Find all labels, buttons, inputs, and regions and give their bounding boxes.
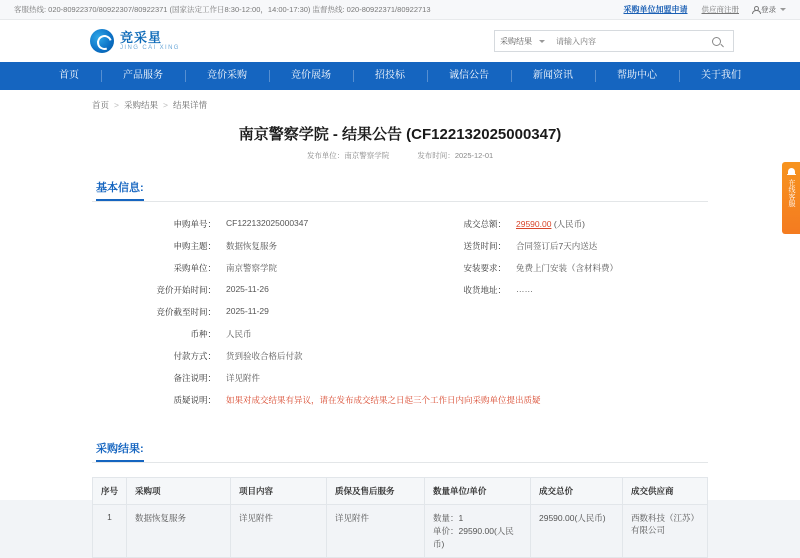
results-section-title	[92, 436, 708, 463]
breadcrumb-item-results[interactable]: 采购结果	[123, 100, 158, 110]
col-service: 质保及售后服务	[327, 478, 425, 505]
online-service-label: 在线客服	[788, 179, 796, 207]
publish-time-label: 发布时间：	[417, 151, 455, 160]
breadcrumb-item-current: 结果详情	[172, 100, 207, 110]
field-label-note: 质疑说明：	[173, 395, 216, 405]
purchaser-join-link[interactable]: 采购单位加盟申请	[623, 5, 688, 14]
publisher-label: 发布单位：	[306, 151, 345, 160]
field-label: 采购单位：	[173, 263, 216, 273]
field-value-total-amount	[516, 218, 704, 230]
breadcrumb-item-home[interactable]: 首页	[92, 100, 110, 110]
detail-card	[92, 117, 708, 414]
publish-time-value: 2025-12-01	[454, 151, 494, 160]
field-label: 币种：	[190, 329, 216, 339]
logo-mark-icon	[90, 29, 114, 53]
cell-index: 1	[93, 505, 127, 558]
nav-item-home[interactable]: 首页	[59, 70, 79, 81]
publisher-meta	[307, 150, 390, 161]
cell-service: 详见附件	[327, 505, 425, 558]
hotline-text: 客服热线: 020-80922370/80922307/80922371 (国家法定工作日8:30-12:00，14:00-17:30) 监督热线: 020-80922371/80922713	[14, 5, 431, 14]
nav-item-credit-notice[interactable]: 诚信公告	[427, 62, 511, 90]
field-value-payment: 货到验收合格后付款	[226, 351, 303, 361]
grid-filler	[406, 328, 516, 340]
breadcrumb-separator: >	[163, 100, 168, 110]
field-value-delivery-time: 合同签订后7天内送达	[516, 241, 598, 251]
col-index: 序号	[93, 478, 127, 505]
grid-filler	[406, 306, 516, 318]
field-value-remark: 详见附件	[226, 373, 261, 383]
cell-unit-price: 单价：29590.00(人民币)	[433, 525, 514, 549]
field-value-note: 如果对成交结果有异议，请在发布成交结果之日起三个工作日内向采购单位提出质疑	[226, 395, 541, 405]
top-utility-bar	[0, 0, 800, 20]
supplier-register-link[interactable]: 供应商注册	[701, 5, 739, 14]
logo-name-en: JING CAI XING	[120, 44, 180, 51]
basic-info-grid	[92, 212, 708, 410]
table-header-row	[93, 478, 708, 505]
cell-supplier: 西数科技（江苏）有限公司	[623, 505, 708, 558]
detail-meta	[92, 150, 708, 175]
total-amount-currency: (人民币)	[553, 219, 585, 229]
breadcrumb	[0, 90, 800, 117]
nav-item-help[interactable]: 帮助中心	[595, 62, 679, 90]
results-section-label: 采购结果:	[96, 443, 144, 462]
publish-time-meta	[417, 150, 493, 161]
basic-info-section-label: 基本信息:	[96, 182, 144, 201]
col-supplier: 成交供应商	[623, 478, 708, 505]
cell-total: 29590.00(人民币)	[531, 505, 623, 558]
field-label: 备注说明：	[173, 373, 216, 383]
col-content: 项目内容	[231, 478, 327, 505]
page-title: 南京警察学院 - 结果公告 (CF122132025000347)	[238, 126, 562, 143]
table-row	[93, 505, 708, 558]
field-value-purchaser: 南京警察学院	[226, 263, 278, 273]
cell-qty: 数量：1	[433, 513, 464, 523]
cell-qty-price	[425, 505, 531, 558]
field-label: 竞价开始时间：	[156, 285, 216, 295]
field-label: 收货地址：	[463, 285, 506, 295]
grid-filler	[406, 372, 516, 384]
search-bar	[494, 30, 734, 52]
search-category-select[interactable]	[494, 30, 550, 52]
user-icon	[751, 6, 759, 14]
total-amount-number: 29590.00	[516, 219, 552, 229]
results-table	[92, 477, 708, 558]
grid-filler	[406, 350, 516, 362]
login-entry[interactable]	[751, 4, 786, 15]
basic-info-section-title	[92, 175, 708, 202]
field-value-address: ……	[516, 284, 533, 294]
search-category-value: 采购结果	[500, 36, 532, 46]
nav-item-bidding-purchase[interactable]: 竞价采购	[185, 62, 269, 90]
field-label: 送货时间：	[463, 241, 506, 251]
breadcrumb-separator: >	[114, 100, 119, 110]
field-value-end-time: 2025-11-29	[226, 306, 269, 316]
field-value-order-no: CF122132025000347	[226, 218, 309, 228]
nav-item-news[interactable]: 新闻资讯	[511, 62, 595, 90]
field-value-start-time: 2025-11-26	[226, 284, 269, 294]
site-logo[interactable]	[90, 29, 180, 53]
main-nav	[0, 62, 800, 90]
col-total: 成交总价	[531, 478, 623, 505]
grid-filler	[516, 372, 704, 384]
field-label: 付款方式：	[173, 351, 216, 361]
search-input[interactable]	[550, 30, 700, 52]
qty-price-lines	[433, 512, 522, 550]
nav-item-tender[interactable]: 招投标	[353, 62, 427, 90]
field-value-install-req: 免费上门安装（含材料费）	[516, 263, 619, 273]
grid-filler	[516, 350, 704, 362]
search-icon	[712, 37, 721, 46]
field-label: 成交总额：	[463, 219, 506, 229]
bell-icon	[787, 167, 796, 176]
field-label: 竞价截至时间：	[156, 307, 216, 317]
field-value-subject: 数据恢复服务	[226, 241, 278, 251]
nav-item-about[interactable]: 关于我们	[679, 62, 763, 90]
header-bar	[0, 20, 800, 62]
grid-filler	[516, 306, 704, 318]
field-label: 申购主题：	[173, 241, 216, 251]
logo-name-cn: 竞采星	[120, 30, 163, 46]
chevron-down-icon	[539, 40, 545, 43]
search-button[interactable]	[700, 30, 734, 52]
cell-item: 数据恢复服务	[127, 505, 231, 558]
online-service-tab[interactable]	[782, 162, 800, 234]
cell-content: 详见附件	[231, 505, 327, 558]
field-label: 申购单号：	[173, 219, 216, 229]
login-label: 登录	[761, 5, 776, 14]
col-item: 采购项	[127, 478, 231, 505]
nav-item-bidding-hall[interactable]: 竞价展场	[269, 62, 353, 90]
field-value-currency: 人民币	[226, 329, 252, 339]
col-qty-price: 数量单位/单价	[425, 478, 531, 505]
chevron-down-icon	[780, 8, 786, 11]
grid-filler	[516, 328, 704, 340]
field-label: 安装要求：	[463, 263, 506, 273]
logo-text	[120, 31, 180, 51]
publisher-value: 南京警察学院	[344, 151, 390, 160]
nav-item-products[interactable]: 产品服务	[101, 62, 185, 90]
